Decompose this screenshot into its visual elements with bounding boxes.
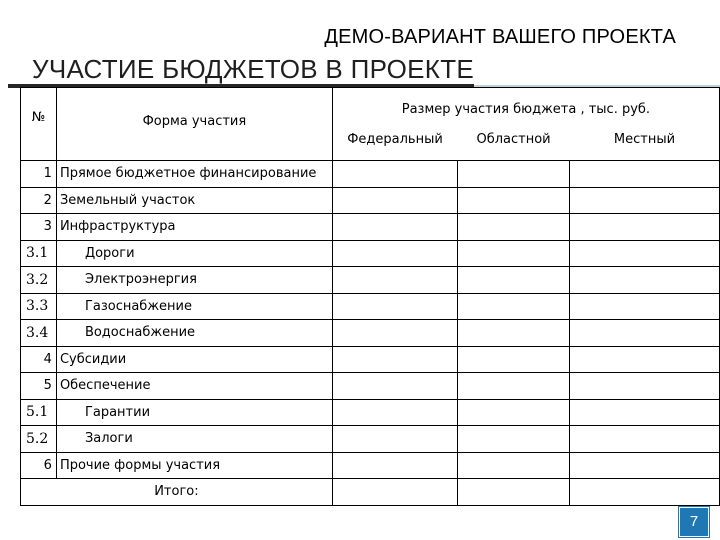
- table-row: [21, 187, 720, 214]
- cell-regional: [457, 161, 570, 188]
- cell-regional: [457, 373, 570, 400]
- cell-local: [570, 452, 720, 479]
- table-row: [21, 293, 720, 320]
- row-num: 3: [21, 214, 57, 241]
- cell-local: [570, 426, 720, 453]
- cell-federal: [332, 426, 457, 453]
- row-form: Субсидии: [56, 346, 332, 373]
- cell-local: [570, 267, 720, 294]
- cell-local: [570, 346, 720, 373]
- cell-regional: [457, 426, 570, 453]
- row-form: Прямое бюджетное финансирование: [56, 161, 332, 188]
- table-row: [21, 399, 720, 426]
- row-form: Залоги: [56, 426, 332, 453]
- row-form: Электроэнергия: [56, 267, 332, 294]
- cell-local: [570, 187, 720, 214]
- cell-federal: [332, 479, 457, 506]
- cell-federal: [332, 320, 457, 347]
- cell-federal: [332, 346, 457, 373]
- row-num: 2: [21, 187, 57, 214]
- page-title: УЧАСТИЕ БЮДЖЕТОВ В ПРОЕКТЕ: [32, 54, 475, 84]
- row-num: 6: [21, 452, 57, 479]
- cell-local: [570, 479, 720, 506]
- cell-regional: [457, 399, 570, 426]
- table-row: [21, 426, 720, 453]
- header-form: Форма участия: [56, 88, 332, 161]
- cell-local: [570, 373, 720, 400]
- cell-regional: [457, 452, 570, 479]
- table-row: [21, 267, 720, 294]
- row-form: Обеспечение: [56, 373, 332, 400]
- cell-federal: [332, 293, 457, 320]
- cell-regional: [457, 240, 570, 267]
- demo-title: ДЕМО-ВАРИАНТ ВАШЕГО ПРОЕКТА: [324, 26, 676, 48]
- row-form: Прочие формы участия: [56, 452, 332, 479]
- table-row: [21, 240, 720, 267]
- table-row: [21, 452, 720, 479]
- cell-federal: [332, 373, 457, 400]
- page-number-badge: 7: [679, 507, 709, 537]
- row-num: 5: [21, 373, 57, 400]
- table-row: [21, 214, 720, 241]
- header-local: Местный: [570, 130, 720, 161]
- header-num: №: [21, 88, 57, 161]
- row-num: 3.2: [21, 267, 57, 294]
- cell-federal: [332, 399, 457, 426]
- row-form: Газоснабжение: [56, 293, 332, 320]
- cell-local: [570, 161, 720, 188]
- row-form: Инфраструктура: [56, 214, 332, 241]
- cell-federal: [332, 452, 457, 479]
- cell-local: [570, 240, 720, 267]
- budget-participation-table: [20, 87, 720, 506]
- row-num: 3.3: [21, 293, 57, 320]
- cell-regional: [457, 479, 570, 506]
- cell-local: [570, 214, 720, 241]
- header-budget-size: Размер участия бюджета , тыс. руб.: [332, 88, 719, 131]
- row-form: Гарантии: [56, 399, 332, 426]
- cell-regional: [457, 293, 570, 320]
- cell-local: [570, 293, 720, 320]
- table-row: [21, 320, 720, 347]
- row-num: 3.1: [21, 240, 57, 267]
- total-label: Итого:: [21, 479, 333, 506]
- row-num: 4: [21, 346, 57, 373]
- cell-federal: [332, 161, 457, 188]
- row-num: 5.1: [21, 399, 57, 426]
- cell-federal: [332, 187, 457, 214]
- table-row: [21, 161, 720, 188]
- row-num: 3.4: [21, 320, 57, 347]
- table-row: [21, 346, 720, 373]
- cell-federal: [332, 240, 457, 267]
- header-regional: Областной: [457, 130, 570, 161]
- cell-regional: [457, 320, 570, 347]
- cell-regional: [457, 214, 570, 241]
- cell-federal: [332, 267, 457, 294]
- cell-federal: [332, 214, 457, 241]
- row-form: Земельный участок: [56, 187, 332, 214]
- row-form: Дороги: [56, 240, 332, 267]
- row-form: Водоснабжение: [56, 320, 332, 347]
- total-row: [21, 479, 720, 506]
- cell-local: [570, 399, 720, 426]
- row-num: 1: [21, 161, 57, 188]
- header-federal: Федеральный: [332, 130, 457, 161]
- cell-regional: [457, 346, 570, 373]
- cell-regional: [457, 267, 570, 294]
- row-num: 5.2: [21, 426, 57, 453]
- cell-regional: [457, 187, 570, 214]
- table-row: [21, 373, 720, 400]
- cell-local: [570, 320, 720, 347]
